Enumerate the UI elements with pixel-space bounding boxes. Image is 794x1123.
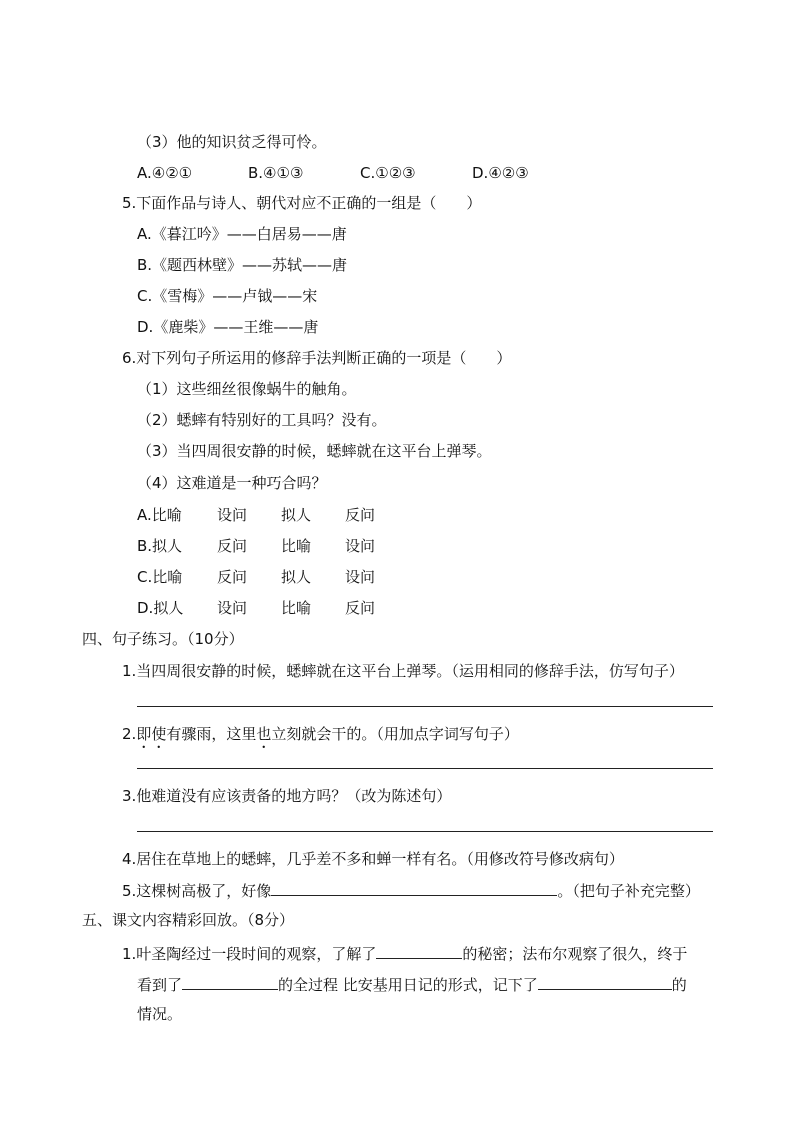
q6-item-2: （2）蟋蟀有特别好的工具吗？没有。 <box>137 411 387 429</box>
q6-option-b-1: B.拟人 <box>137 537 183 555</box>
q6-option-a-2: 设问 <box>217 506 248 524</box>
s4-q2-number: 2. <box>122 725 137 743</box>
q5-option-d: D.《鹿柴》——王维——唐 <box>137 318 319 336</box>
q6-item-1: （1）这些细丝很像蜗牛的触角。 <box>137 380 357 398</box>
q6-option-c-1: C.比喻 <box>137 568 183 586</box>
s4-q2-end: 立刻就会干的。（用加点字词写句子） <box>271 725 519 743</box>
q6-option-a-4: 反问 <box>345 506 376 524</box>
q6-option-a-1: A.比喻 <box>137 506 182 524</box>
s4-q5-start: 5.这棵树高极了，好像 <box>122 882 272 900</box>
s5-q1-text-b: 的秘密；法布尔观察了很久，终于 <box>462 945 688 963</box>
q6-option-c-4: 设问 <box>345 568 376 586</box>
s4-q5-blank[interactable] <box>271 879 557 896</box>
q5-option-a: A.《暮江吟》——白居易——唐 <box>137 225 347 243</box>
q6-option-c-3: 拟人 <box>281 568 312 586</box>
q4-option-a: A.④②① <box>137 164 193 182</box>
q6-item-4: （4）这难道是一种巧合吗？ <box>137 474 327 492</box>
s4-q5-text <box>122 879 700 901</box>
q5-stem: 5.下面作品与诗人、朝代对应不正确的一组是（ ） <box>122 194 482 212</box>
s4-q3-text: 3.他难道没有应该责备的地方吗？（改为陈述句） <box>122 787 452 805</box>
section-5-heading: 五、课文内容精彩回放。（8分） <box>82 911 295 929</box>
s4-q2-dotted-word-2: 也 <box>256 725 272 743</box>
s5-q1-text-d: 的全过程 比安基用日记的形式，记下了 <box>278 976 538 994</box>
s4-q2-text <box>122 724 519 752</box>
q6-option-d-3: 比喻 <box>281 599 312 617</box>
q4-option-c: C.①②③ <box>360 164 416 182</box>
q6-option-b-2: 反问 <box>217 537 248 555</box>
s4-q1-text: 1.当四周很安静的时候，蟋蟀就在这平台上弹琴。（运用相同的修辞手法，仿写句子） <box>122 662 684 680</box>
q6-option-d-1: D.拟人 <box>137 599 184 617</box>
q6-option-b-4: 设问 <box>345 537 376 555</box>
s4-q4-text: 4.居住在草地上的蟋蟀，几乎差不多和蝉一样有名。（用修改符号修改病句） <box>122 850 624 868</box>
s4-q3-answer-line[interactable] <box>137 831 713 832</box>
s5-q1-text-a: 1.叶圣陶经过一段时间的观察，了解了 <box>122 945 377 963</box>
s5-q1-blank-3[interactable] <box>538 973 672 990</box>
s5-q1-line-1 <box>122 942 687 964</box>
q4-option-d: D.④②③ <box>472 164 529 182</box>
q6-option-d-2: 设问 <box>217 599 248 617</box>
q6-option-a-3: 拟人 <box>281 506 312 524</box>
q4-item-3: （3）他的知识贫乏得可怜。 <box>137 133 327 151</box>
q6-stem: 6.对下列句子所运用的修辞手法判断正确的一项是（ ） <box>122 349 512 367</box>
s4-q2-dotted-word-1: 即使 <box>136 725 167 743</box>
s4-q5-end: 。（把句子补充完整） <box>557 882 700 900</box>
s4-q2-middle: 有骤雨，这里 <box>166 725 257 743</box>
s5-q1-blank-1[interactable] <box>376 942 462 959</box>
section-4-heading: 四、句子练习。（10分） <box>82 630 244 648</box>
q6-option-c-2: 反问 <box>217 568 248 586</box>
s4-q1-answer-line[interactable] <box>137 706 713 707</box>
q5-option-c: C.《雪梅》——卢钺——宋 <box>137 287 318 305</box>
q6-item-3: （3）当四周很安静的时候，蟋蟀就在这平台上弹琴。 <box>137 442 492 460</box>
s4-q2-answer-line[interactable] <box>137 768 713 769</box>
q6-option-d-4: 反问 <box>345 599 376 617</box>
s5-q1-text-c: 看到了 <box>137 976 183 994</box>
q4-option-b: B.④①③ <box>248 164 304 182</box>
s5-q1-text-e: 的 <box>671 976 687 994</box>
q6-option-b-3: 比喻 <box>281 537 312 555</box>
s5-q1-blank-2[interactable] <box>182 973 278 990</box>
s5-q1-line-3: 情况。 <box>137 1005 183 1023</box>
s5-q1-line-2 <box>137 973 687 995</box>
q5-option-b: B.《题西林壁》——苏轼——唐 <box>137 256 348 274</box>
